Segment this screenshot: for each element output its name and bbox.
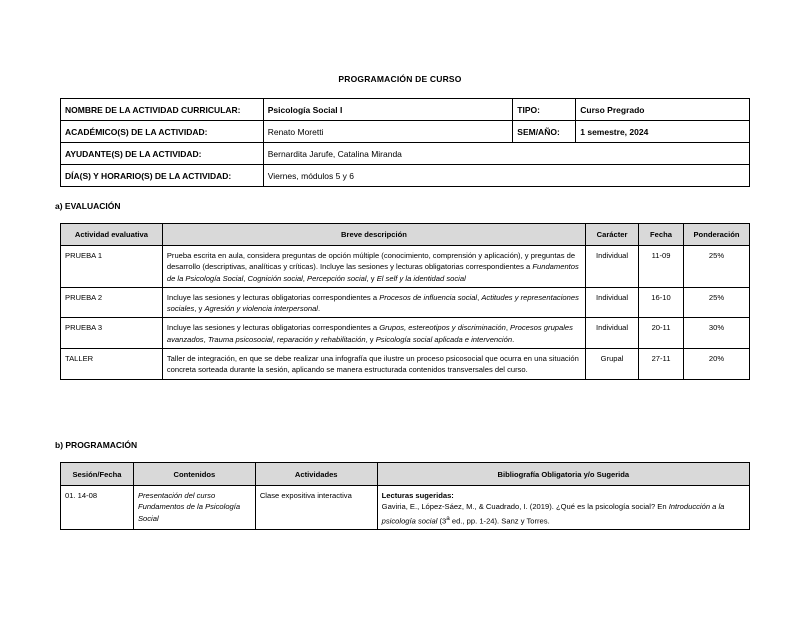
col-header-activities: Actividades — [255, 463, 377, 486]
col-header-bibliography: Bibliografía Obligatoria y/o Sugerida — [377, 463, 749, 486]
activity-name-label: NOMBRE DE LA ACTIVIDAD CURRICULAR: — [61, 99, 264, 121]
evaluation-activity: TALLER — [61, 349, 163, 380]
table-row — [61, 486, 750, 530]
programming-activities: Clase expositiva interactiva — [255, 486, 377, 530]
type-label: TIPO: — [513, 99, 576, 121]
bibliography-heading: Lecturas sugeridas: — [381, 491, 454, 500]
info-row-assistant — [61, 143, 750, 165]
col-header-date: Fecha — [639, 224, 684, 246]
evaluation-header-row — [61, 224, 750, 246]
academic-label: ACADÉMICO(S) DE LA ACTIVIDAD: — [61, 121, 264, 143]
programming-bibliography: Lecturas sugeridas: Gaviria, E., López-Sáez, M., & Cuadrado, I. (2019). ¿Qué es la psicología social? En Introducción a la psicología social (3$^a$ ed., pp. 1-24). Sanz y Torres. — [377, 486, 749, 530]
info-row-schedule — [61, 165, 750, 187]
col-header-activity: Actividad evaluativa — [61, 224, 163, 246]
evaluation-weight: 25% — [683, 287, 749, 318]
evaluation-date: 11-09 — [639, 246, 684, 288]
schedule-value: Viernes, módulos 5 y 6 — [263, 165, 749, 187]
table-row — [61, 246, 750, 288]
type-value: Curso Pregrado — [576, 99, 750, 121]
evaluation-weight: 30% — [683, 318, 749, 349]
evaluation-character: Individual — [586, 318, 639, 349]
evaluation-table — [60, 223, 750, 380]
evaluation-activity: PRUEBA 2 — [61, 287, 163, 318]
programming-table — [60, 462, 750, 530]
table-row — [61, 349, 750, 380]
col-header-character: Carácter — [586, 224, 639, 246]
programming-contents: Presentación del curso Fundamentos de la Psicología Social — [133, 486, 255, 530]
evaluation-weight: 25% — [683, 246, 749, 288]
course-info-table — [60, 98, 750, 187]
evaluation-description: Taller de integración, en que se debe realizar una infografía que ilustre un proceso psicosocial que ocurra en una situación concreta sorteada durante la sesión, aplicando se manera estructurada contenidos transversales del curso. — [162, 349, 585, 380]
evaluation-date: 27-11 — [639, 349, 684, 380]
assistant-value: Bernardita Jarufe, Catalina Miranda — [263, 143, 749, 165]
evaluation-activity: PRUEBA 3 — [61, 318, 163, 349]
document-title: PROGRAMACIÓN DE CURSO — [338, 74, 462, 84]
table-row — [61, 287, 750, 318]
col-header-description: Breve descripción — [162, 224, 585, 246]
evaluation-character: Individual — [586, 246, 639, 288]
col-header-contents: Contenidos — [133, 463, 255, 486]
programming-header-row — [61, 463, 750, 486]
schedule-label: DÍA(S) Y HORARIO(S) DE LA ACTIVIDAD: — [61, 165, 264, 187]
evaluation-description: Incluye las sesiones y lecturas obligatorias correspondientes a Grupos, estereotipos y discriminación, Procesos grupales avanzados, Trauma psicosocial, reparación y rehabilitación, y Psicología social aplicada e intervención. — [162, 318, 585, 349]
academic-value: Renato Moretti — [263, 121, 513, 143]
info-row-activity — [61, 99, 750, 121]
programming-session: 01. 14-08 — [61, 486, 134, 530]
evaluation-character: Individual — [586, 287, 639, 318]
evaluation-heading: a) EVALUACIÓN — [55, 201, 121, 211]
info-row-academic — [61, 121, 750, 143]
evaluation-date: 16-10 — [639, 287, 684, 318]
col-header-session: Sesión/Fecha — [61, 463, 134, 486]
evaluation-description: Incluye las sesiones y lecturas obligatorias correspondientes a Procesos de influencia social, Actitudes y representaciones sociales, y Agresión y violencia interpersonal. — [162, 287, 585, 318]
activity-name-value: Psicología Social I — [263, 99, 513, 121]
col-header-weight: Ponderación — [683, 224, 749, 246]
table-row — [61, 318, 750, 349]
evaluation-weight: 20% — [683, 349, 749, 380]
programming-heading: b) PROGRAMACIÓN — [55, 440, 138, 450]
evaluation-character: Grupal — [586, 349, 639, 380]
evaluation-activity: PRUEBA 1 — [61, 246, 163, 288]
assistant-label: AYUDANTE(S) DE LA ACTIVIDAD: — [61, 143, 264, 165]
semester-value: 1 semestre, 2024 — [576, 121, 750, 143]
evaluation-date: 20-11 — [639, 318, 684, 349]
semester-label: SEM/AÑO: — [513, 121, 576, 143]
evaluation-description: Prueba escrita en aula, considera preguntas de opción múltiple (conocimiento, comprensión y aplicación), y preguntas de desarrollo (descriptivas, analíticas y críticas). Incluye las sesiones y lecturas obligatorias correspondientes a Fundamentos de la Psicología Social, Cognición social, Percepción social, y El self y la identidad social — [162, 246, 585, 288]
